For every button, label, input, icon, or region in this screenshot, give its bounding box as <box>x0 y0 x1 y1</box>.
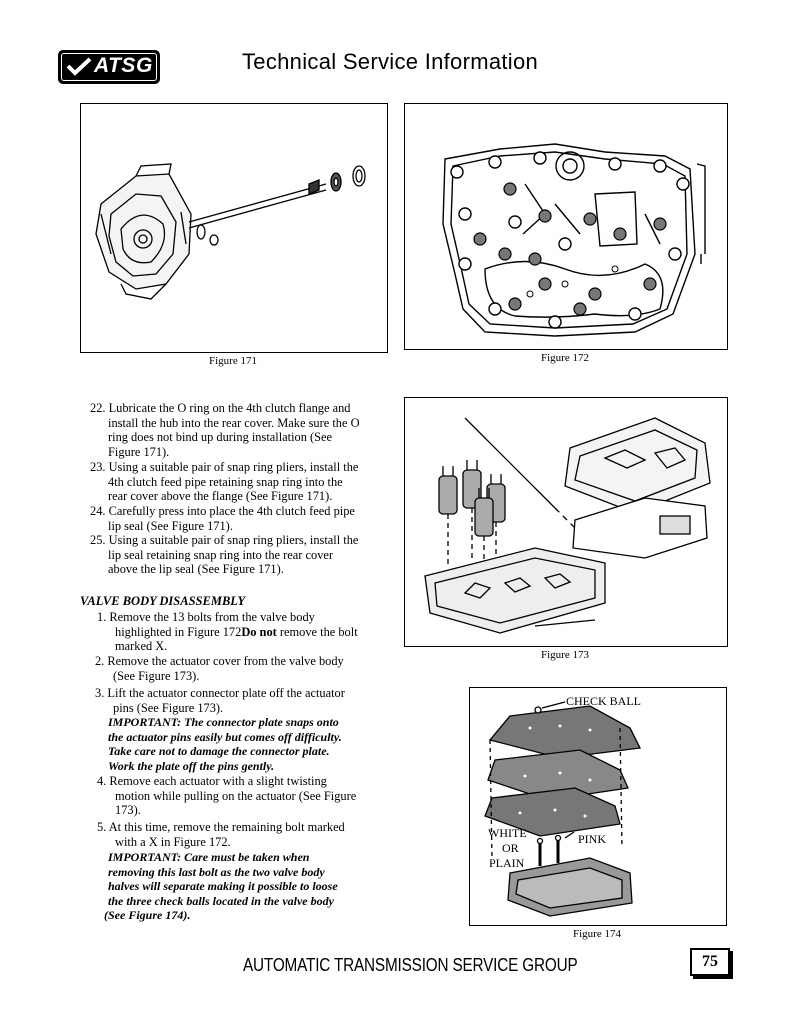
valve-body-bolt-diagram <box>405 104 727 349</box>
atsg-logo <box>58 50 160 84</box>
important-note-2: IMPORTANT: Care must be taken when removing this last bolt as the two valve body halves will separate making it possible to loose the three check balls located in the valve body (See Figure 174). <box>104 850 338 923</box>
checkmark-icon <box>66 57 92 77</box>
page-number: 75 <box>690 948 730 976</box>
check-ball-label: CHECK BALL <box>566 694 641 708</box>
or-label: OR <box>502 841 519 855</box>
figure-172-caption: Figure 172 <box>541 352 589 364</box>
figure-174 <box>469 687 727 926</box>
separator-plates-illustration <box>470 688 726 925</box>
section-heading: VALVE BODY DISASSEMBLY <box>80 594 246 608</box>
step-24: 24. Carefully press into place the 4th clutch feed pipe lip seal (See Figure 171). <box>90 504 355 533</box>
vb-step-1: 1. Remove the 13 bolts from the valve body highlighted in Figure 172Do not remove the bolt marked X. <box>97 610 358 654</box>
step-23: 23. Using a suitable pair of snap ring pliers, install the 4th clutch feed pipe retaining snap ring into the rear cover above the flange (See Figure 171). <box>90 460 359 504</box>
white-label: WHITE <box>488 826 527 840</box>
step-22: 22. Lubricate the O ring on the 4th clutch flange and install the hub into the rear cover. Make sure the O ring does not bind up during installation (See Figure 171). <box>90 401 360 459</box>
logo-text: ATSG <box>94 54 153 77</box>
step-25: 25. Using a suitable pair of snap ring pliers, install the lip seal retaining snap ring into the rear cover above the lip seal (See Figure 171). <box>90 533 359 577</box>
important-note-1: IMPORTANT: The connector plate snaps onto the actuator pins easily but comes off difficulty. Take care not to damage the connector plate. Work the plate off the pins gently. <box>108 715 342 773</box>
plain-label: PLAIN <box>489 856 525 870</box>
figure-172 <box>404 103 728 350</box>
figure-173-caption: Figure 173 <box>541 649 589 661</box>
page-title: Technical Service Information <box>242 49 539 74</box>
vb-step-4: 4. Remove each actuator with a slight twisting motion while pulling on the actuator (See Figure 173). <box>97 774 357 818</box>
vb-step-3: 3. Lift the actuator connector plate off the actuator pins (See Figure 173). <box>95 686 345 715</box>
vb-step-2: 2. Remove the actuator cover from the valve body (See Figure 173). <box>95 654 344 683</box>
actuator-exploded-illustration <box>405 398 727 646</box>
figure-174-caption: Figure 174 <box>573 928 621 940</box>
pink-label: PINK <box>578 832 607 846</box>
vb-step-5: 5. At this time, remove the remaining bolt marked with a X in Figure 172. <box>97 820 345 849</box>
rear-cover-illustration <box>81 104 387 352</box>
figure-173 <box>404 397 728 647</box>
figure-171-caption: Figure 171 <box>209 355 257 367</box>
figure-171 <box>80 103 388 353</box>
footer-text: AUTOMATIC TRANSMISSION SERVICE GROUP <box>243 955 578 975</box>
